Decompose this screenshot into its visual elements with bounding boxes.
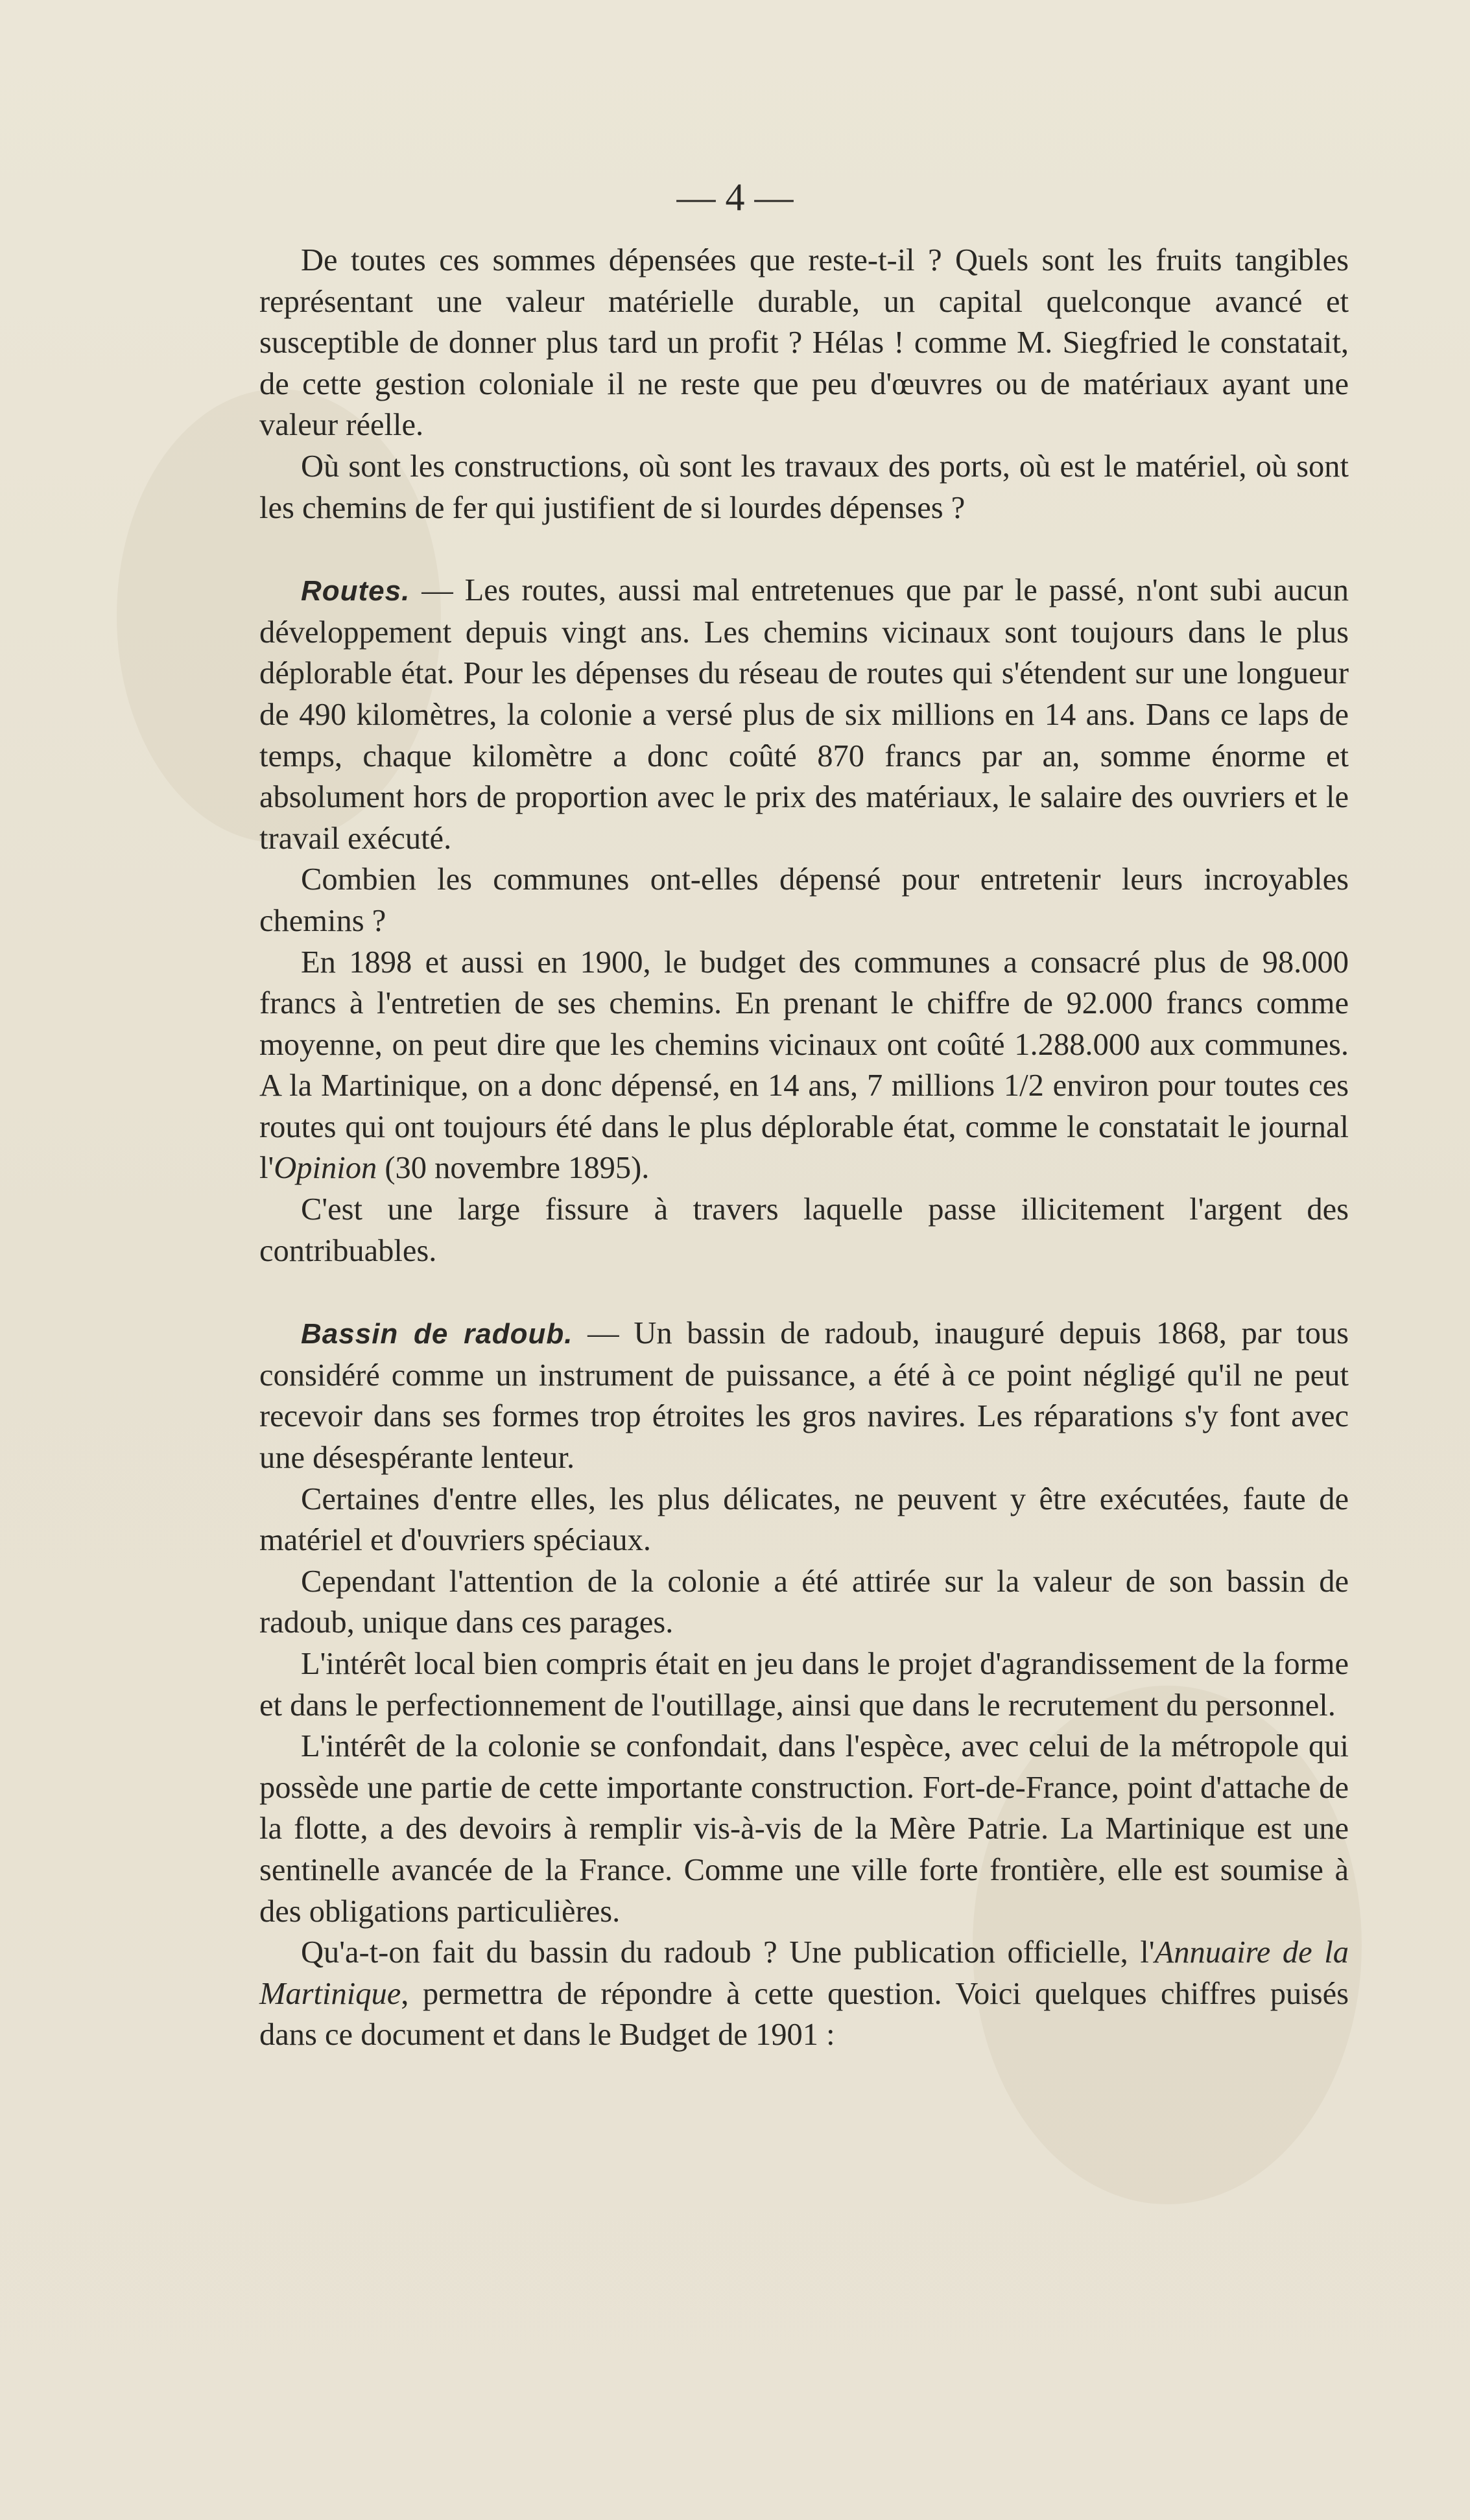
paragraph — [259, 942, 1349, 1190]
paragraph: Certaines d'entre elles, les plus délicates, ne peuvent y être exécutées, faute de matériel et d'ouvriers spéciaux. — [259, 1481, 1349, 1558]
paragraph: De toutes ces sommes dépensées que reste-t-il ? Quels sont les fruits tangibles représentant une valeur matérielle durable, un capital quelconque avancé et susceptible de donner plus tard un profit ? Hélas ! comme M. Siegfried le constatait, de cette gestion coloniale il ne reste que peu d'œuvres ou de matériaux ayant une valeur réelle. — [259, 243, 1349, 443]
paragraph: Où sont les constructions, où sont les travaux des ports, où est le matériel, où sont les chemins de fer qui justifient de si lourdes dépenses ? — [259, 449, 1349, 525]
paragraph: Combien les communes ont-elles dépensé pour entretenir leurs incroyables chemins ? — [259, 862, 1349, 938]
text-run: , permettra de répondre à cette question. Voici quelques chiffres puisés dans ce document et dans le Budget de 1901 : — [259, 1976, 1349, 2053]
bassin-section-intro — [259, 1313, 1349, 1478]
body-text — [259, 240, 1349, 2056]
text-run: (30 novembre 1895). — [377, 1151, 650, 1186]
publication-title: Annuaire de la Martinique — [259, 1935, 1349, 2011]
section-heading-routes: Routes. — [301, 575, 410, 607]
page-number: — 4 — — [676, 176, 794, 218]
section-text: — Un bassin de radoub, inauguré depuis 1868, par tous considéré comme un instrument de puissance, a été à ce point négligé qu'il ne peut recevoir dans ses formes trop étroites les gros navires. Les réparations s'y font avec une désespérante lenteur. — [259, 1316, 1349, 1476]
paragraph — [259, 1932, 1349, 2056]
paragraph: L'intérêt de la colonie se confondait, dans l'espèce, avec celui de la métropole qui possède une partie de cette importante construction. Fort-de-France, point d'attache de la flotte, a des devoirs à remplir vis-à-vis de la Mère Patrie. La Martinique est une sentinelle avancée de la France. Comme une ville forte frontière, elle est soumise à des obligations particulières. — [259, 1729, 1349, 1929]
newspaper-title: Opinion — [274, 1151, 377, 1186]
section-heading-bassin: Bassin de radoub. — [301, 1318, 573, 1350]
paragraph: Cependant l'attention de la colonie a été attirée sur la valeur de son bassin de radoub, unique dans ces parages. — [259, 1564, 1349, 1640]
paragraph: C'est une large fissure à travers laquelle passe illicitement l'argent des contribuables. — [259, 1192, 1349, 1268]
text-run: En 1898 et aussi en 1900, le budget des communes a consacré plus de 98.000 francs à l'entretien de ses chemins. En prenant le chiffre de 92.000 francs comme moyenne, on peut dire que les chemins vicinaux ont coûté 1.288.000 aux communes. A la Martinique, on a donc dépensé, en 14 ans, 7 millions 1/2 environ pour toutes ces routes qui ont toujours été dans le plus déplorable état, comme le constatait le journal l' — [259, 945, 1349, 1186]
text-run: Qu'a-t-on fait du bassin du radoub ? Une publication officielle, l' — [301, 1935, 1155, 1970]
paragraph: L'intérêt local bien compris était en jeu dans le projet d'agrandissement de la forme et dans le perfectionnement de l'outillage, ainsi que dans le recrutement du personnel. — [259, 1647, 1349, 1723]
section-text: — Les routes, aussi mal entretenues que par le passé, n'ont subi aucun développement depuis vingt ans. Les chemins vicinaux sont toujours dans le plus déplorable état. Pour les dépenses du réseau de routes qui s'étendent sur une longueur de 490 kilomètres, la colonie a versé plus de six millions en 14 ans. Dans ce laps de temps, chaque kilomètre a donc coûté 870 francs par an, somme énorme et absolument hors de proportion avec le prix des matériaux, le salaire des ouvriers et le travail exécuté. — [259, 573, 1349, 856]
routes-section-intro — [259, 570, 1349, 859]
